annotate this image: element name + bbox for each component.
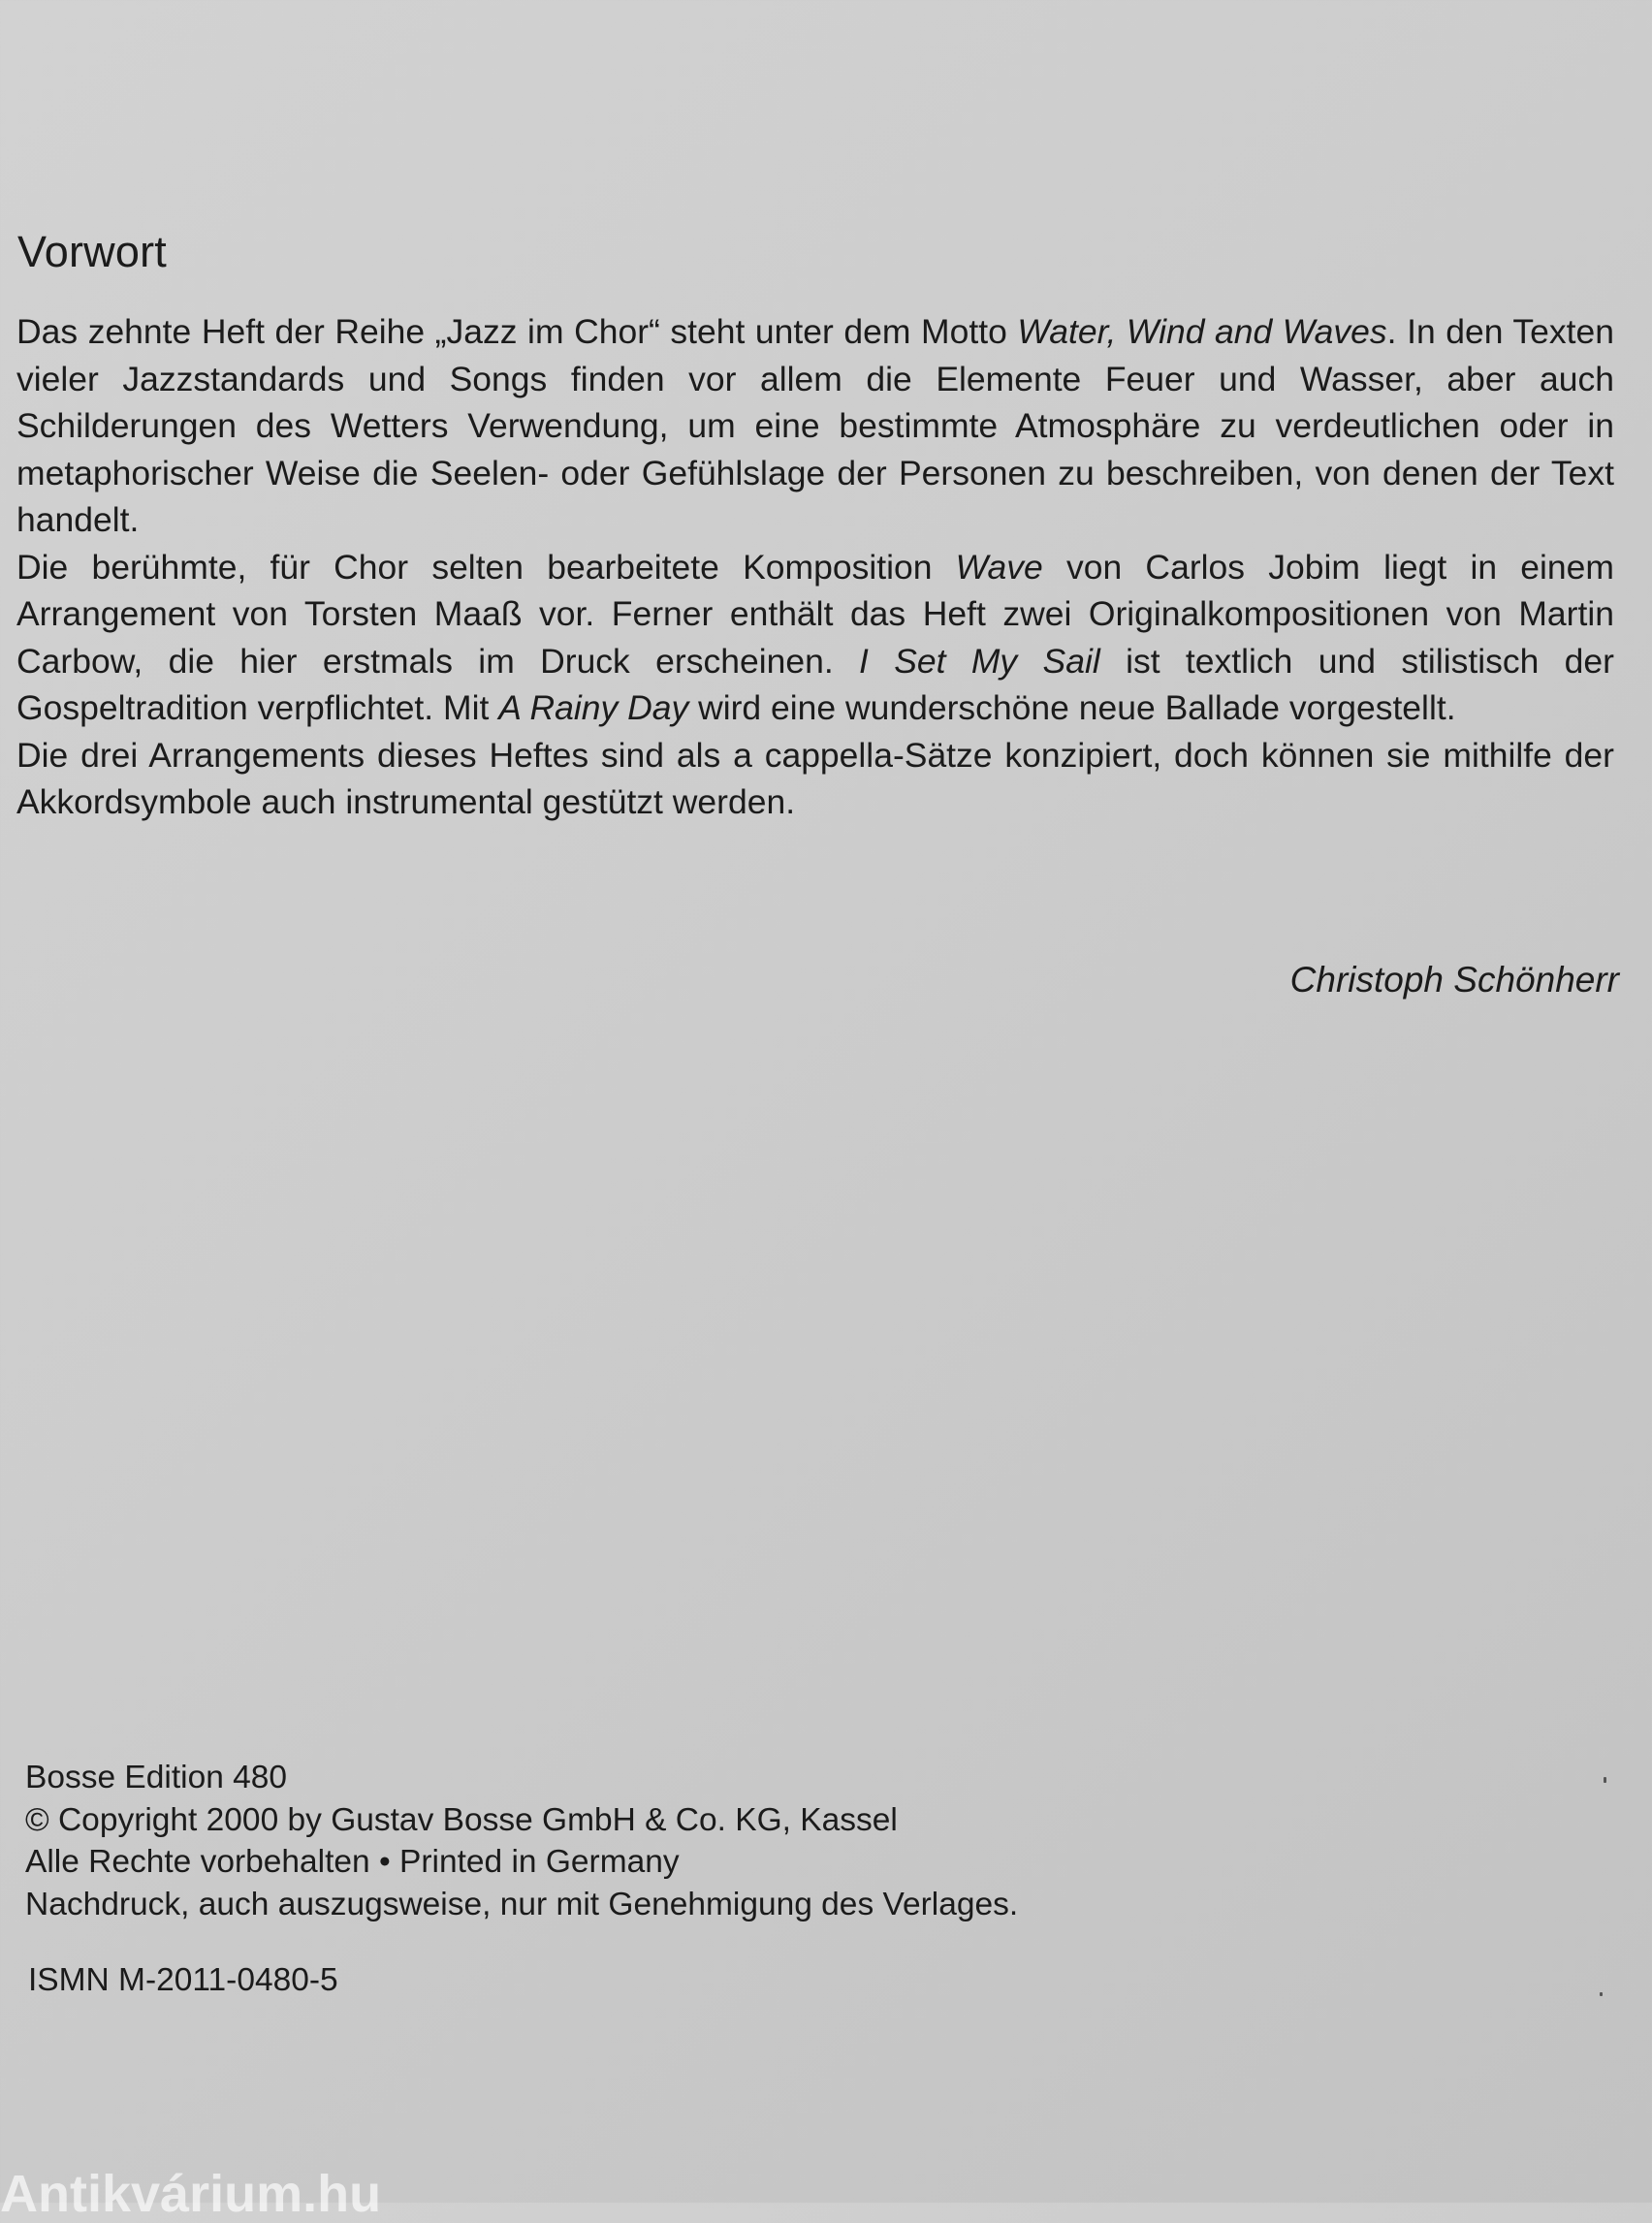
paragraph-2 — [16, 544, 1614, 732]
paragraph-2-text-3: ist textlich und stilistisch der Gospeltradition verpflichtet. Mit — [16, 641, 1614, 727]
imprint-edition: Bosse Edition 480 — [25, 1760, 288, 1795]
title-i-set-my-sail: I Set My Sail — [859, 641, 1100, 681]
foreword-body — [16, 308, 1614, 826]
imprint-reprint-notice: Nachdruck, auch auszugsweise, nur mit Genehmigung des Verlages. — [25, 1886, 1019, 1922]
paragraph-1-text-1: Das zehnte Heft der Reihe „Jazz im Chor“ steht unter dem Motto — [16, 312, 1018, 351]
title-wave: Wave — [955, 547, 1043, 587]
watermark: Antikvárium.hu — [0, 2165, 382, 2223]
imprint-block — [25, 1757, 1018, 1925]
paragraph-1-text-2: . In den Texten vieler Jazzstandards und Songs finden vor allem die Elemente Feuer und Wasser, aber auch Schilderungen des Wetters Verwendung, um eine bestimmte Atmosphäre zu verdeutlichen oder in metaphorischer Weise die Seelen- oder Gefühlslage der Personen zu beschreiben, von denen der Text handelt. — [16, 312, 1614, 539]
imprint-rights: Alle Rechte vorbehalten • Printed in Germany — [25, 1844, 680, 1880]
title-water-wind-waves: Water, Wind and Waves — [1017, 312, 1387, 351]
ismn-number: ISMN M-2011-0480-5 — [28, 1962, 338, 1998]
author-signature: Christoph Schönherr — [1289, 960, 1619, 1000]
paragraph-3 — [16, 732, 1614, 826]
paragraph-2-text-2: von Carlos Jobim liegt in einem Arrangement von Torsten Maaß vor. Ferner enthält das Heft zwei Originalkompositionen von Martin Carbow, die hier erstmals im Druck erscheinen. — [16, 547, 1614, 681]
paragraph-1 — [16, 308, 1614, 544]
paragraph-2-text-4: wird eine wunderschöne neue Ballade vorgestellt. — [688, 688, 1456, 727]
imprint-copyright: © Copyright 2000 by Gustav Bosse GmbH & Co. KG, Kassel — [25, 1801, 898, 1838]
print-speck — [1604, 1777, 1606, 1783]
paragraph-3-text-1: Die drei Arrangements dieses Heftes sind als a cappella-Sätze konzipiert, doch können sie mithilfe der Akkordsymbole auch instrumental gestützt werden. — [16, 735, 1614, 821]
print-speck — [1600, 1992, 1603, 1996]
page-heading: Vorwort — [17, 227, 167, 276]
title-a-rainy-day: A Rainy Day — [498, 688, 689, 727]
paragraph-2-text-1: Die berühmte, für Chor selten bearbeitete Komposition — [16, 547, 956, 587]
